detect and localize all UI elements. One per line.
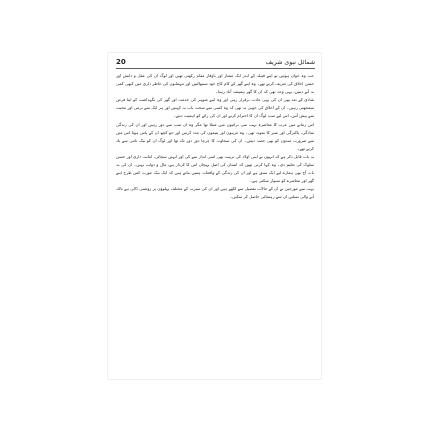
running-title: شمائل نبوی شریف	[265, 59, 315, 66]
book-page	[108, 53, 321, 379]
body-text	[116, 72, 314, 372]
header-divider	[116, 68, 315, 69]
page-number: 20	[116, 58, 126, 66]
paragraph: یہ بات قابل ذکر ہے کہ انہوں نے اپنی اولاد کی تربیت بھی اسی انداز سے کی اور انہیں سچائی، امانت داری اور حسن سلوک کی تعلیم دی۔ وہ کہا کرتی تھیں کہ انسان کی اصل پہچان اس کا کردار ہے، مال و دولت نہیں۔ ان کی یہ بات آج بھی ہمارے لیے ایک سبق ہے اور ان کی زندگی کے واقعات ہمیں بتاتے ہیں کہ ایک نیک عورت کس طرح اپنے گھر اور معاشرے کو سنوار سکتی ہے۔	[116, 153, 314, 184]
paragraph: اس زمانے میں عرب کا معاشرہ بہت سی برائیوں میں مبتلا تھا مگر وہ ان سب سے دور رہیں اور ان کی زندگی سادگی، پاکیزگی اور صبر کا نمونہ تھی۔ وہ غریبوں اور یتیموں کی مدد کرتیں اور جو کچھ ان کے پاس ہوتا اس میں سے ضرورت مندوں کو بھی حصہ دیتیں۔ ان کی سخاوت کا چرچا دور دور تک تھا اور لوگ ان کو نیک نامی سے یاد کرتے تھے۔	[116, 121, 314, 151]
paragraph: شادی کے بعد بھی ان کی یہی عادت برقرار رہی اور وہ اپنے شوہر کی خدمت اور گھر کی نگہداشت کو اپنا فرض سمجھتی رہیں۔ ان کے اخلاق کی خوبی یہ تھی کہ وہ کسی سے سخت بات نہ کہتیں اور ہر ایک سے نرمی اور محبت سے پیش آتیں، اس لیے سب لوگ ان کا احترام کرتے اور ان کی رائے کو اہمیت دیتے۔	[116, 97, 314, 119]
paragraph: جب وہ جوان ہوئیں تو اپنے قبیلہ کے اندر ایک ممتاز اور باوقار مقام رکھتی تھیں اور لوگ ان کی عقل و دانش اور حسن اخلاق کی تعریف کرتے تھے۔ وہ اپنے گھر کے کام کاج خود سنبھالتیں اور مہمانوں کی خاطر داری میں کبھی کمی نہ آنے دیتیں، یہی وجہ تھی کہ ان کا گھر ہمیشہ آباد رہتا۔	[116, 73, 314, 95]
paragraph: بہت سے مورخین نے ان کے حالات تفصیل سے لکھے ہیں اور ان کی سیرت کے مختلف پہلوؤں پر روشنی ڈالی ہے تاکہ آنے والی نسلیں ان سے رہنمائی حاصل کر سکیں۔	[116, 186, 314, 200]
